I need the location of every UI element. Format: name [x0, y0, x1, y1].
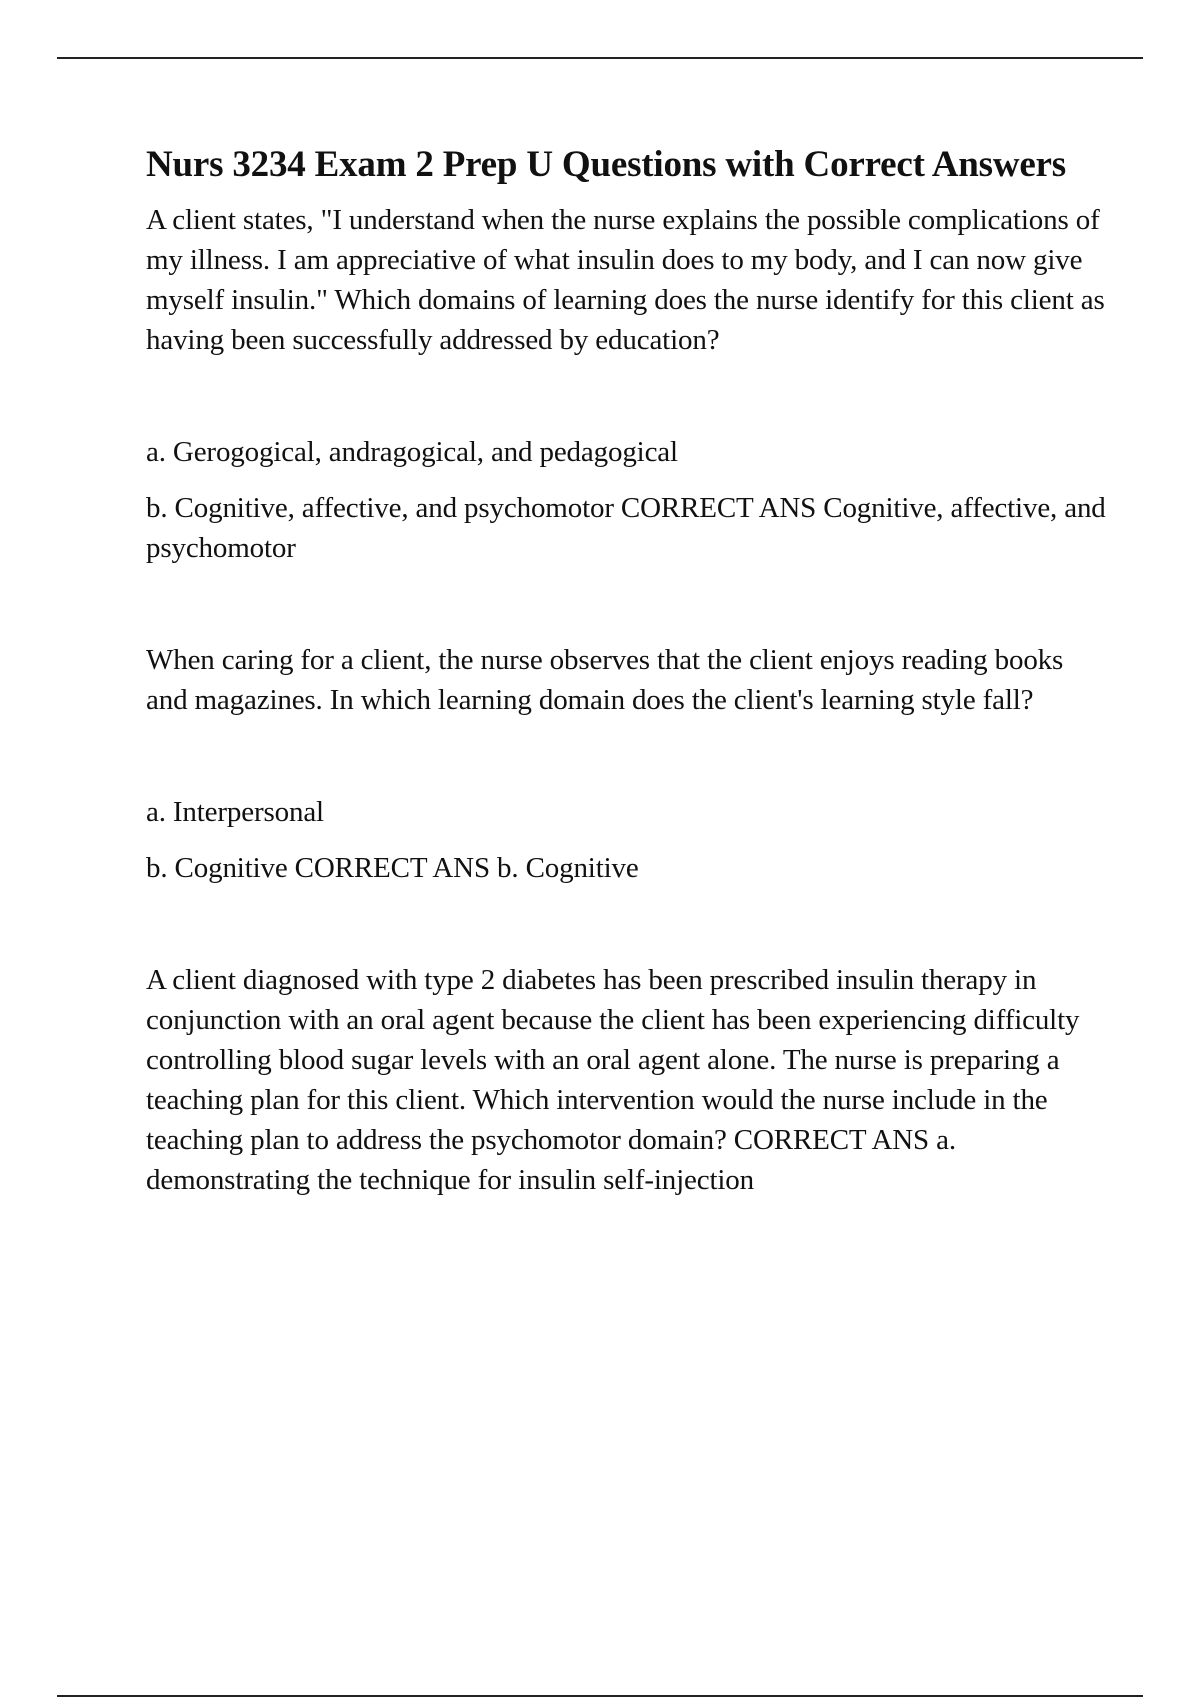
answer-option-a: a. Interpersonal — [146, 796, 324, 828]
top-rule — [57, 57, 1143, 59]
question-2 — [146, 640, 1106, 888]
question-stem: A client diagnosed with type 2 diabetes has been prescribed insulin therapy in conjunction with an oral agent because the client has been experiencing difficulty controlling blood sugar levels with an oral agent alone. The nurse is preparing a teaching plan for this client. Which intervention would the nurse include in the teaching plan to address the psychomotor domain? CORRECT ANS a. demonstrating the technique for insulin self-injection — [146, 964, 1080, 1196]
question-3 — [146, 960, 1106, 1200]
question-1 — [146, 200, 1106, 568]
answer-option-b: b. Cognitive, affective, and psychomotor CORRECT ANS Cognitive, affective, and psychomotor — [146, 492, 1106, 564]
document-body — [146, 140, 1106, 1200]
answer-option-a: a. Gerogogical, andragogical, and pedagogical — [146, 436, 678, 468]
question-stem: When caring for a client, the nurse observes that the client enjoys reading books and magazines. In which learning domain does the client's learning style fall? — [146, 644, 1064, 716]
question-stem: A client states, "I understand when the nurse explains the possible complications of my illness. I am appreciative of what insulin does to my body, and I can now give myself insulin." Which domains of learning does the nurse identify for this client as having been successfully addressed by education? — [146, 204, 1105, 356]
document-title: Nurs 3234 Exam 2 Prep U Questions with Correct Answers — [146, 144, 1066, 185]
bottom-rule — [57, 1695, 1143, 1697]
answer-option-b: b. Cognitive CORRECT ANS b. Cognitive — [146, 852, 639, 884]
